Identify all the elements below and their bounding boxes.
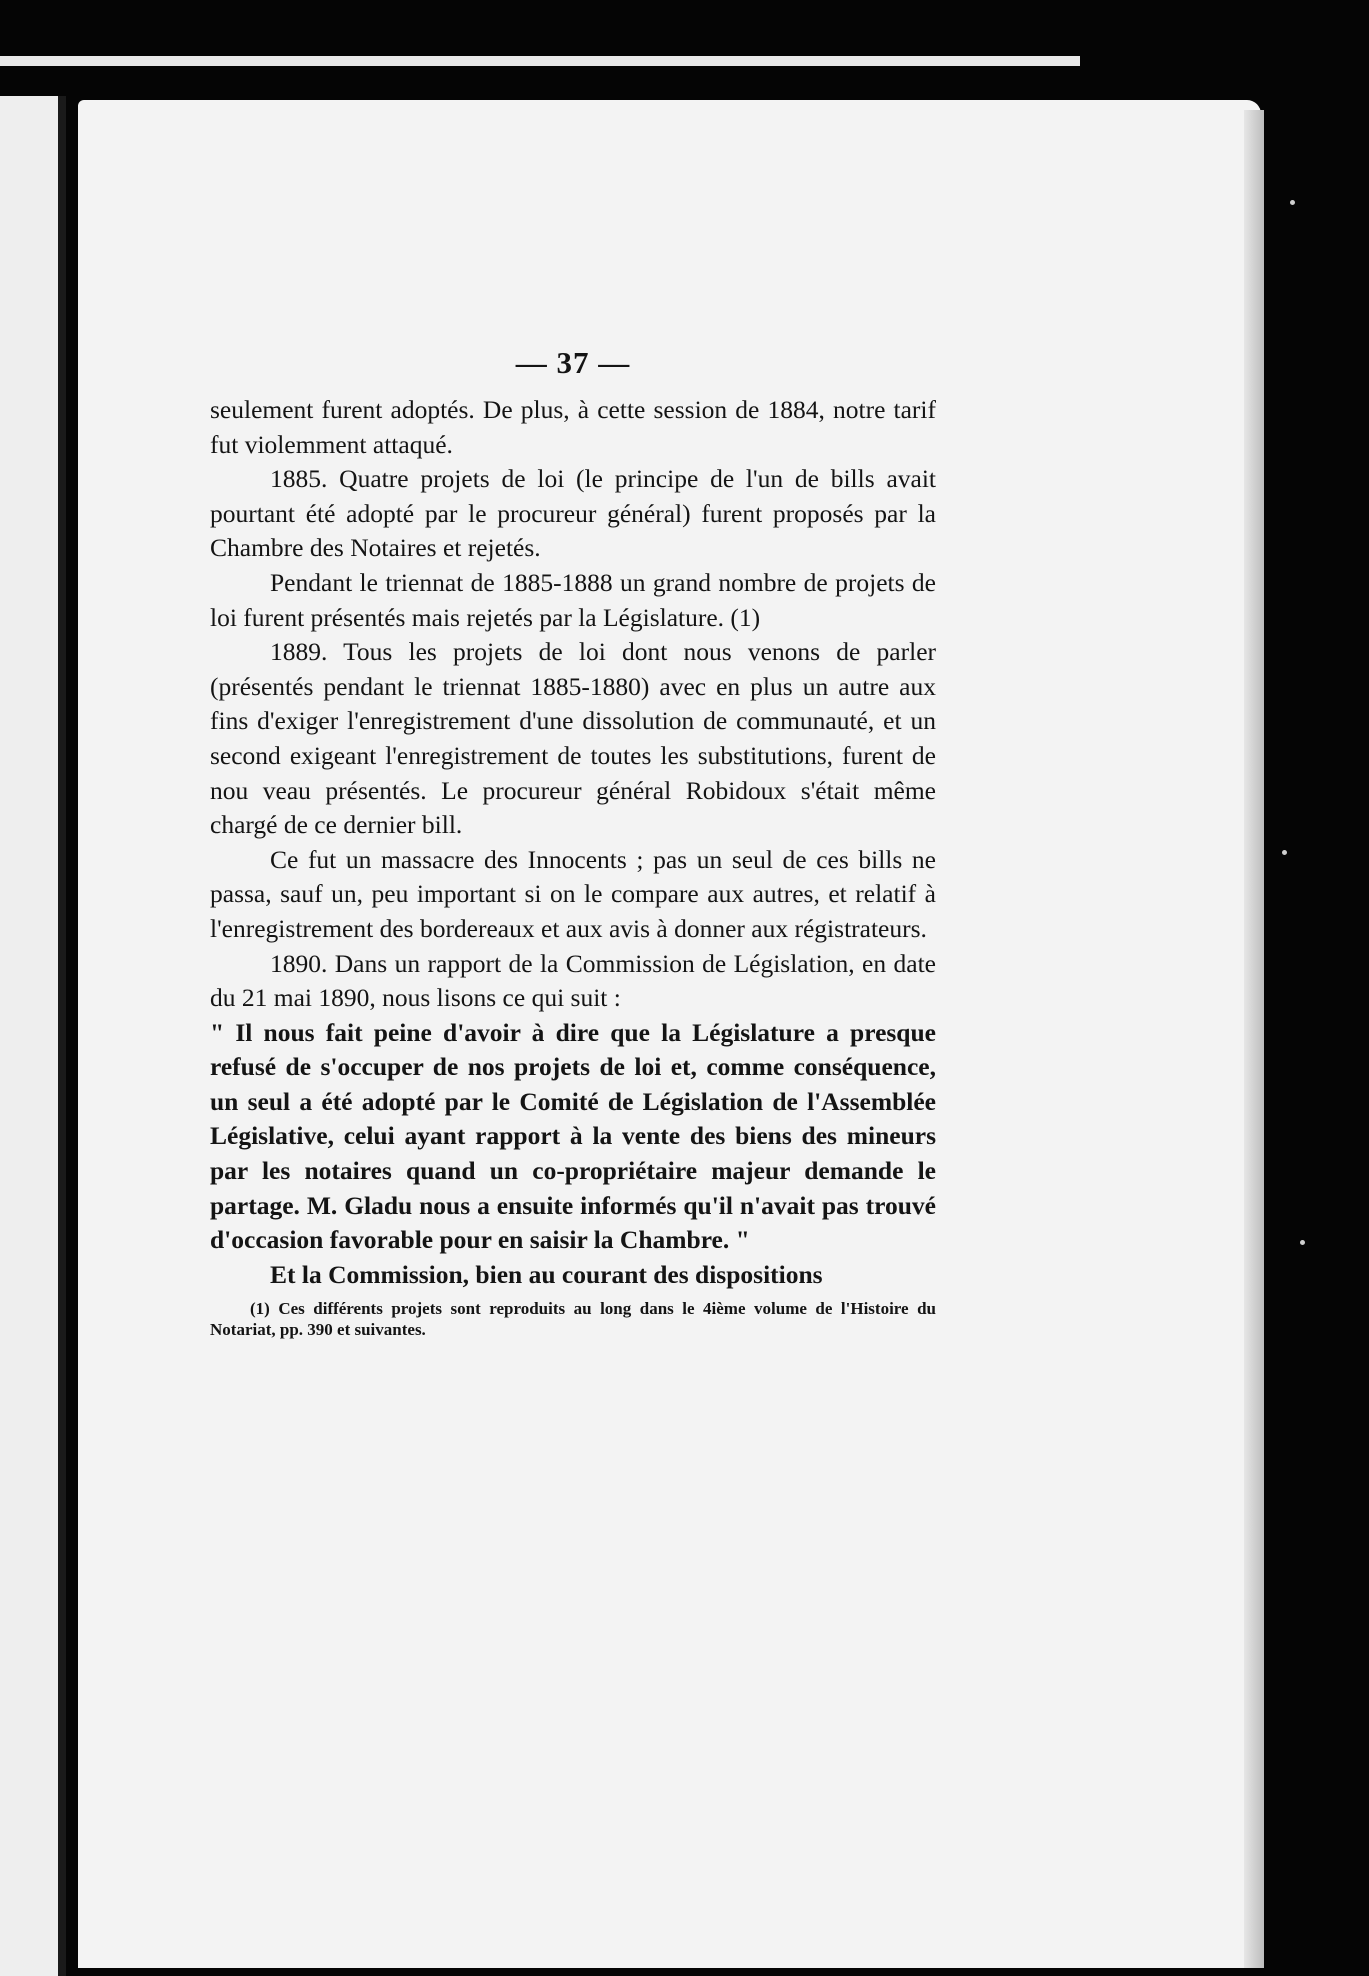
page-right-edge [1244, 110, 1264, 1968]
paragraph: 1890. Dans un rapport de la Commission de Législation, en date du 21 mai 1890, nous lisons ce qui suit : [210, 948, 936, 1013]
left-page-edge [0, 96, 62, 1976]
footnote: (1) Ces différents projets sont reproduits au long dans le 4ième volume de l'Histoire du Notariat, pp. 390 et suivantes. [210, 1299, 936, 1340]
paragraph: Ce fut un massacre des Innocents ; pas un seul de ces bills ne passa, sauf un, peu important si on le compare aux autres, et relatif à l'enregistrement des bordereaux et aux avis à donner aux régistrateurs. [210, 844, 936, 943]
paragraph: 1889. Tous les projets de loi dont nous venons de parler (présentés pendant le triennat 1885-1880) avec en plus un autre aux fins d'exiger l'enregistrement d'une dissolution de communauté, et un second exigeant l'enregistrement de toutes les substitutions, furent de nou veau présentés. Le procureur général Robidoux s'était même chargé de ce dernier bill. [210, 637, 936, 840]
scan-top-strip [0, 56, 1080, 66]
quoted-paragraph: " Il nous fait peine d'avoir à dire que la Législature a presque refusé de s'occuper de nos projets de loi et, comme conséquence, un seul a été adopté par le Comité de Législation de l'Assemblée Législative, celui ayant rapport à la vente des biens des mineurs par les notaires quand un co-propriétaire majeur demande le partage. M. Gladu nous a ensuite informés qu'il n'avait pas trouvé d'occasion favorable pour en saisir la Chambre. " [210, 1017, 936, 1255]
body-text [210, 393, 936, 1292]
paragraph: Pendant le triennat de 1885-1888 un grand nombre de projets de loi furent présentés mais rejetés par la Législature. (1) [210, 567, 936, 632]
paragraph: Et la Commission, bien au courant des dispositions [270, 1259, 823, 1289]
paragraph: seulement furent adoptés. De plus, à cette session de 1884, notre tarif fut violemment attaqué. [210, 395, 936, 459]
scan-speck [1282, 850, 1287, 855]
scan-speck [1290, 200, 1295, 205]
paragraph: 1885. Quatre projets de loi (le principe de l'un de bills avait pourtant été adopté par le procureur général) furent proposés par la Chambre des Notaires et rejetés. [210, 464, 936, 563]
page-number: — 37 — [515, 345, 631, 380]
scan-speck [1300, 1240, 1305, 1245]
book-gutter [58, 96, 66, 1976]
page-content [210, 345, 936, 1340]
